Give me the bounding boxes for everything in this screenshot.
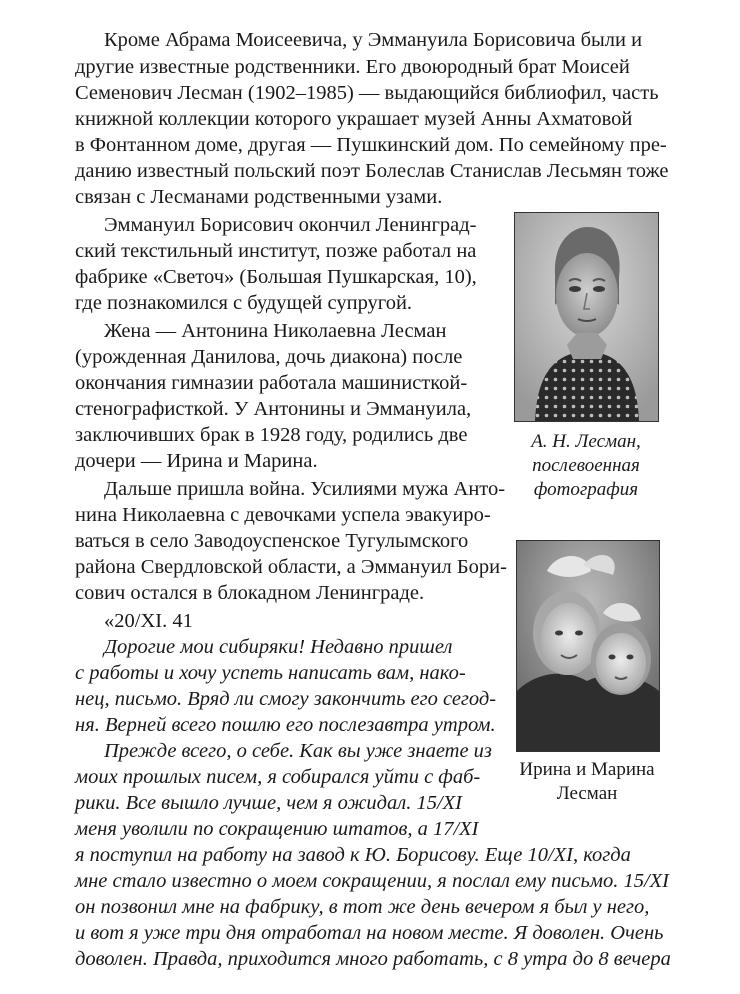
text-line: данию известный польский поэт Болеслав Станислав Лесьмян тоже bbox=[75, 160, 669, 182]
text-line: связан с Лесманами родственными узами. bbox=[75, 186, 443, 208]
text-line: он позвонил мне на фабрику, в тот же день вечером я был у него, bbox=[75, 896, 650, 918]
text-line: в Фонтанном доме, другая — Пушкинский дом. По семейному пре- bbox=[75, 134, 667, 156]
text-line: фабрике «Светоч» (Большая Пушкарская, 10), bbox=[75, 266, 477, 288]
portrait-caption-line: фотография bbox=[533, 479, 639, 500]
text-line: ваться в село Заводоуспенское Тугулымского bbox=[75, 530, 469, 552]
children-photo bbox=[516, 540, 660, 752]
text-line: нина Николаевна с девочками успела эвакуиро- bbox=[75, 504, 491, 526]
text-line: заключивших брак в 1928 году, родились две bbox=[75, 424, 468, 446]
children-caption-line: Ирина и Марина bbox=[519, 759, 655, 780]
letter-date: «20/XI. 41 bbox=[104, 610, 193, 632]
text-line: стенографисткой. У Антонины и Эммануила, bbox=[75, 398, 472, 420]
portrait-caption-line: А. Н. Лесман, bbox=[531, 431, 641, 452]
text-line: нец, письмо. Вряд ли смогу закончить его сегод- bbox=[75, 688, 497, 710]
text-line: Кроме Абрама Моисеевича, у Эммануила Борисовича были и bbox=[104, 29, 643, 51]
portrait-caption-line: послевоенная bbox=[532, 455, 640, 476]
text-line: меня уволили по сокращению штатов, а 17/XI bbox=[75, 818, 479, 840]
children-image bbox=[517, 541, 659, 751]
text-line: где познакомился с будущей супругой. bbox=[75, 292, 413, 314]
text-line: ня. Верней всего пошлю его послезавтра утром. bbox=[75, 714, 496, 736]
text-line: ский текстильный институт, позже работал на bbox=[75, 240, 477, 262]
children-caption-line: Лесман bbox=[556, 783, 618, 804]
text-line: Прежде всего, о себе. Как вы уже знаете из bbox=[104, 740, 492, 762]
text-line: Семенович Лесман (1902–1985) — выдающийся библиофил, часть bbox=[75, 82, 659, 104]
text-line: Эммануил Борисович окончил Ленинград- bbox=[104, 214, 477, 236]
portrait-image bbox=[515, 213, 658, 421]
text-line: дочери — Ирина и Марина. bbox=[75, 450, 318, 472]
portrait-photo bbox=[514, 212, 659, 422]
text-line: мне стало известно о моем сокращении, я послал ему письмо. 15/XI bbox=[75, 870, 670, 892]
text-line: другие известные родственники. Его двоюродный брат Моисей bbox=[75, 56, 630, 78]
text-line: и вот я уже три дня отработал на новом месте. Я доволен. Очень bbox=[75, 922, 664, 944]
text-line: окончания гимназии работала машинисткой- bbox=[75, 372, 468, 394]
text-line: сович остался в блокадном Ленинграде. bbox=[75, 582, 425, 604]
text-line: книжной коллекции которого украшает музей Анны Ахматовой bbox=[75, 108, 633, 130]
text-line: с работы и хочу успеть написать вам, нако- bbox=[75, 662, 466, 684]
text-line: Дорогие мои сибиряки! Недавно пришел bbox=[104, 636, 453, 658]
text-line: рики. Все вышло лучше, чем я ожидал. 15/XI bbox=[75, 792, 462, 814]
text-line: я поступил на работу на завод к Ю. Борисову. Еще 10/XI, когда bbox=[75, 844, 631, 866]
text-line: доволен. Правда, приходится много работать, с 8 утра до 8 вечера bbox=[75, 948, 671, 970]
text-line: моих прошлых писем, я собирался уйти с фаб- bbox=[75, 766, 481, 788]
text-line: Жена — Антонина Николаевна Лесман bbox=[104, 320, 447, 342]
text-line: Дальше пришла война. Усилиями мужа Анто- bbox=[104, 478, 506, 500]
text-line: района Свердловской области, а Эммануил Бори- bbox=[75, 556, 507, 578]
text-line: (урожденная Данилова, дочь диакона) после bbox=[75, 346, 463, 368]
